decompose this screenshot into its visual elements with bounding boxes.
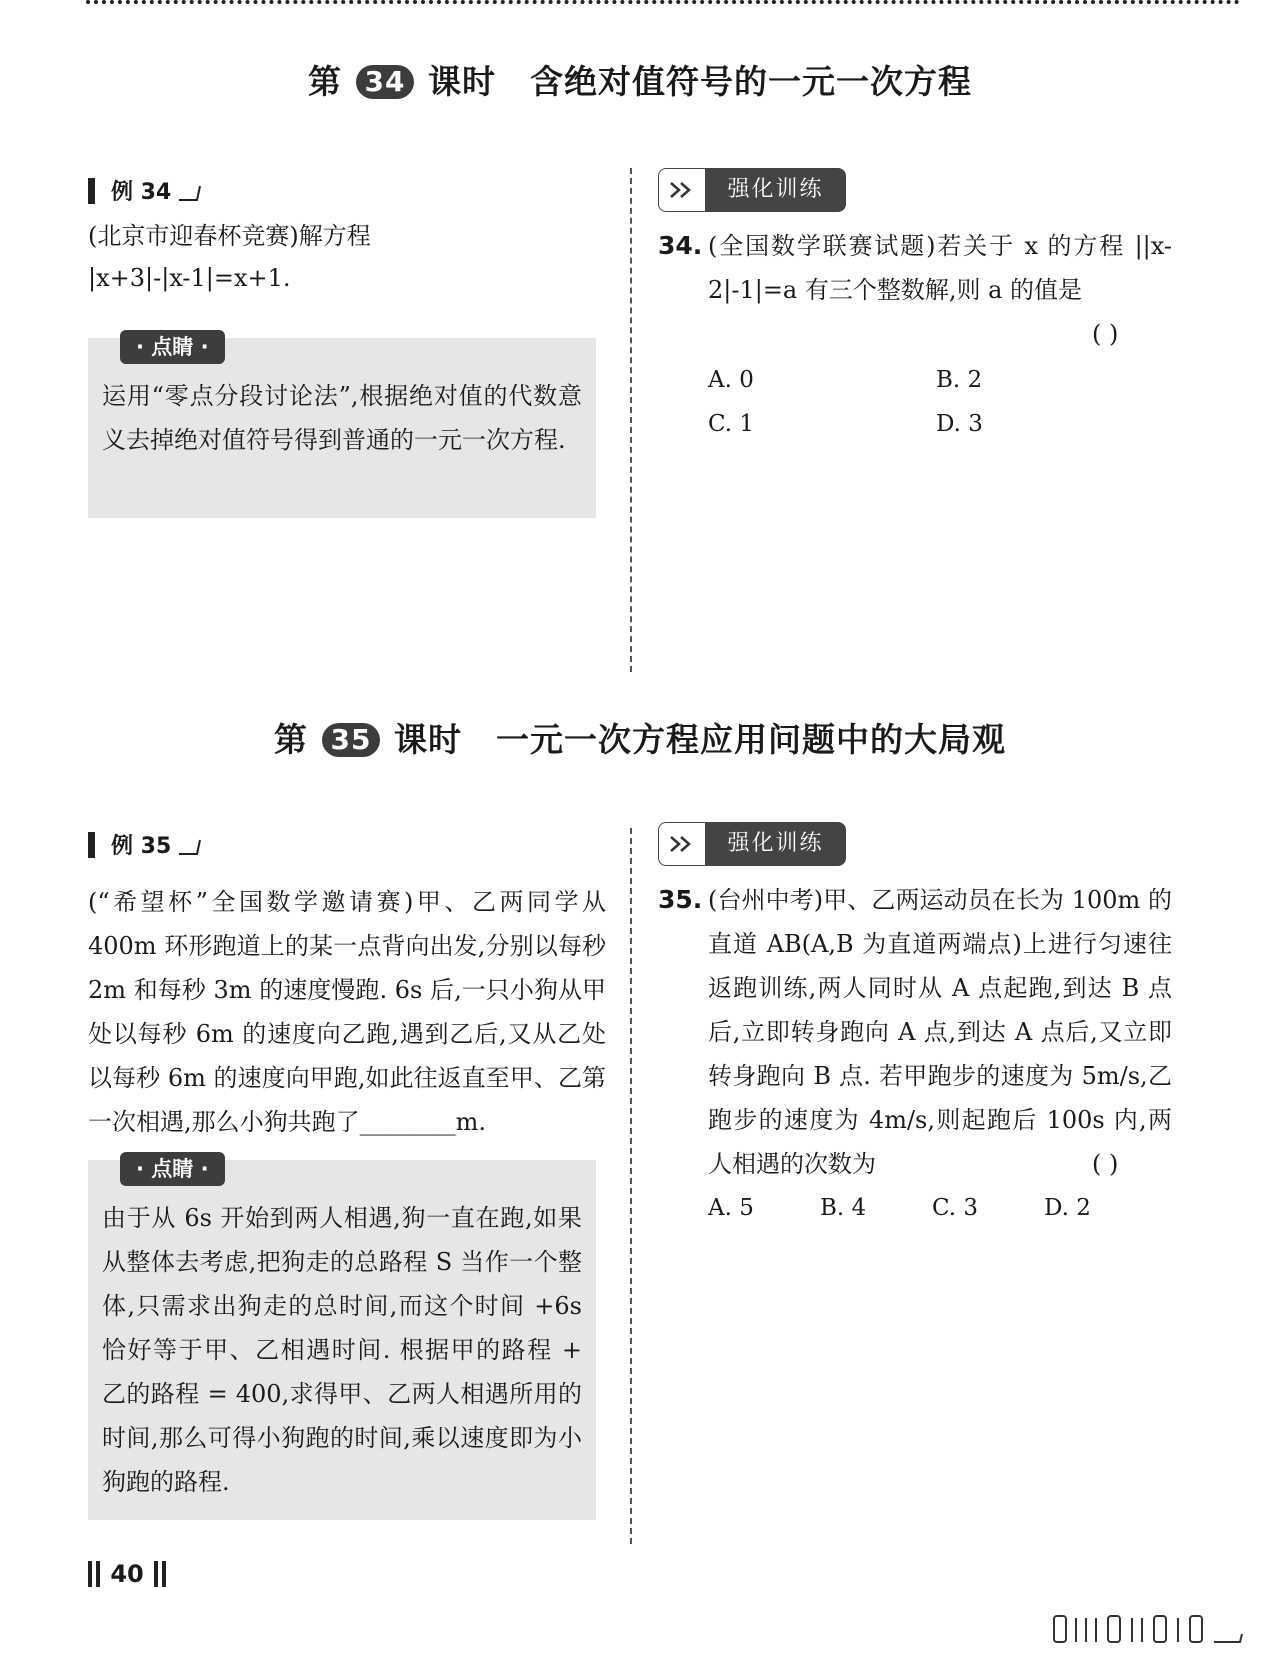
lesson-prefix: 第 [308, 62, 342, 101]
question-34-number: 34. [658, 231, 703, 260]
lesson-suffix: 课时 [394, 720, 462, 759]
lesson-number-badge: 35 [322, 723, 380, 757]
bracket-left-icon [96, 1561, 100, 1587]
example-34-tip-box [88, 335, 596, 518]
bracket-right-icon [154, 1561, 158, 1587]
question-34-text: (全国数学联赛试题)若关于 x 的方程 ||x-2|-1|=a 有三个整数解,则 a 的值是 [708, 232, 1172, 304]
slash-decoration-icon [177, 838, 201, 856]
lesson-number-badge: 34 [356, 65, 414, 99]
badge-label: 强化训练 [705, 168, 846, 212]
barcode-mark-icon [1050, 1612, 1246, 1646]
training-34-badge [658, 168, 846, 212]
lesson-title-text: 一元一次方程应用问题中的大局观 [496, 720, 1006, 759]
lesson-prefix: 第 [274, 720, 308, 759]
lesson-35-title [0, 720, 1280, 760]
answer-paren: ( ) [1092, 320, 1119, 348]
double-chevron-icon [658, 822, 705, 866]
option-a: A. 0 [708, 367, 754, 393]
example-label: 例 34 [111, 180, 172, 205]
example-34-equation: |x+3|-|x-1|=x+1. [88, 264, 291, 292]
lesson-34-title [0, 62, 1280, 102]
question-35-text: (台州中考)甲、乙两运动员在长为 100m 的直道 AB(A,B 为直道两端点)上进行匀速往返跑训练,两人同时从 A 点起跑,到达 B 点后,立即转身跑向 A 点,到达 A 点后,又立即转身跑向 B 点. 若甲跑步的速度为 5m/s,乙跑步的速度为 4m/s,则起跑后 100s 内,两人相遇的次数为 [708, 886, 1172, 1178]
example-label: 例 35 [111, 834, 172, 859]
slash-decoration-icon [177, 184, 201, 202]
example-marker-bar [88, 178, 95, 204]
answer-paren: ( ) [1092, 1150, 1119, 1178]
example-35-tip-box [88, 1157, 596, 1520]
bracket-left-icon [88, 1561, 92, 1587]
training-35-badge [658, 822, 846, 866]
page-number-text: 40 [110, 1560, 144, 1588]
question-35-number: 35. [658, 885, 703, 914]
example-34-header [88, 178, 201, 206]
tip-text: 运用“零点分段讨论法”,根据绝对值的代数意义去掉绝对值符号得到普通的一元一次方程. [102, 382, 582, 454]
tip-tag: · 点睛 · [120, 330, 225, 364]
example-marker-bar [88, 832, 95, 858]
column-divider [630, 828, 632, 1544]
top-dotted-rule [86, 0, 1240, 4]
option-c: C. 3 [932, 1195, 979, 1221]
example-34-source: (北京市迎春杯竞赛)解方程 [88, 222, 371, 250]
badge-label: 强化训练 [705, 822, 846, 866]
option-d: D. 2 [1044, 1195, 1091, 1221]
option-b: B. 2 [936, 367, 983, 393]
tip-text: 由于从 6s 开始到两人相遇,狗一直在跑,如果从整体去考虑,把狗走的总路程 S 当作一个整体,只需求出狗走的总时间,而这个时间 +6s 恰好等于甲、乙相遇时间. 根据甲的路程 + 乙的路程 = 400,求得甲、乙两人相遇所用的时间,那么可得小狗跑的时间,乘以速度即为小狗跑的路程. [102, 1204, 582, 1496]
lesson-title-text: 含绝对值符号的一元一次方程 [530, 62, 972, 101]
option-d: D. 3 [936, 411, 983, 437]
example-35-header [88, 832, 201, 860]
option-c: C. 1 [708, 411, 755, 437]
example-35-text: (“希望杯”全国数学邀请赛)甲、乙两同学从400m 环形跑道上的某一点背向出发,分别以每秒 2m 和每秒 3m 的速度慢跑. 6s 后,一只小狗从甲处以每秒 6m 的速度向乙跑,遇到乙后,又从乙处以每秒 6m 的速度向甲跑,如此往返直至甲、乙第一次相遇,那么小狗共跑了________m. [88, 888, 606, 1136]
column-divider [630, 168, 632, 672]
tip-tag: · 点睛 · [120, 1152, 225, 1186]
bracket-right-icon [162, 1561, 166, 1587]
lesson-suffix: 课时 [428, 62, 496, 101]
page-number [86, 1556, 168, 1592]
double-chevron-icon [658, 168, 705, 212]
option-a: A. 5 [708, 1195, 754, 1221]
option-b: B. 4 [820, 1195, 867, 1221]
